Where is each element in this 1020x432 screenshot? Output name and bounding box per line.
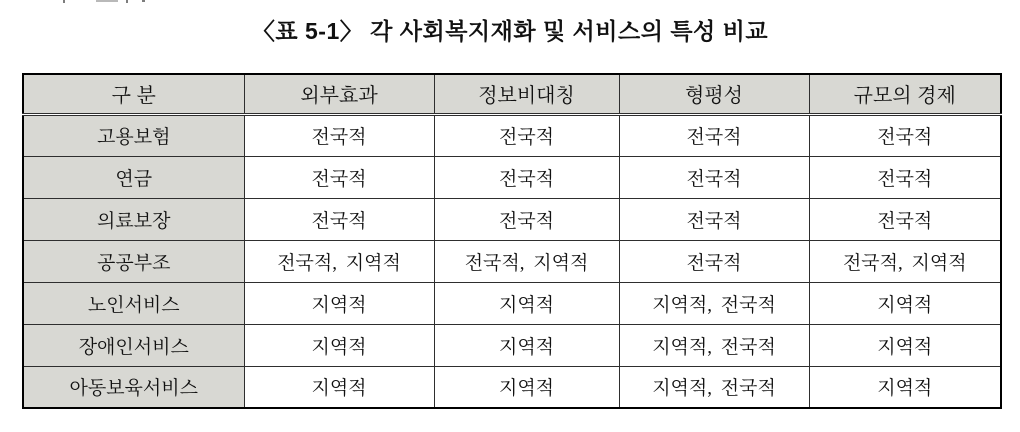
row-label-cell: 장애인서비스 [23,324,244,366]
table-row [23,114,1001,156]
row-label-cell: 노인서비스 [23,282,244,324]
data-cell: 지역적 [434,366,619,408]
table-row [23,156,1001,198]
data-cell: 지역적 [809,324,1001,366]
data-cell: 전국적 [244,114,434,156]
data-cell: 지역적 [809,282,1001,324]
table-row [23,282,1001,324]
data-cell: 지역적, 전국적 [619,366,809,408]
data-cell: 지역적 [244,366,434,408]
data-cell: 전국적 [619,114,809,156]
data-cell: 전국적 [434,114,619,156]
data-cell: 지역적, 전국적 [619,324,809,366]
header-cell-category: 구 분 [23,74,244,114]
data-cell: 지역적 [809,366,1001,408]
data-cell: 지역적, 전국적 [619,282,809,324]
data-cell: 전국적, 지역적 [809,240,1001,282]
data-cell: 전국적 [244,198,434,240]
data-cell: 지역적 [244,282,434,324]
clipped-text-artifact [58,0,153,3]
data-cell: 전국적 [809,114,1001,156]
row-label-cell: 의료보장 [23,198,244,240]
data-cell: 전국적 [434,156,619,198]
data-cell: 전국적 [619,198,809,240]
data-cell: 지역적 [244,324,434,366]
table-row [23,240,1001,282]
row-label-cell: 아동보육서비스 [23,366,244,408]
data-cell: 전국적 [619,240,809,282]
data-cell: 전국적 [244,156,434,198]
table-row [23,198,1001,240]
header-row [23,74,1001,114]
row-label-cell: 연금 [23,156,244,198]
data-cell: 전국적 [809,156,1001,198]
data-cell: 전국적 [434,198,619,240]
row-label-cell: 고용보험 [23,114,244,156]
header-cell-info-asym: 정보비대칭 [434,74,619,114]
header-cell-externality: 외부효과 [244,74,434,114]
data-cell: 전국적, 지역적 [244,240,434,282]
data-cell: 지역적 [434,282,619,324]
comparison-table [22,73,1002,409]
table-caption: 〈표 5-1〉 각 사회복지재화 및 서비스의 특성 비교 [251,18,769,44]
table-row [23,324,1001,366]
data-cell: 전국적 [809,198,1001,240]
table-row [23,366,1001,408]
row-label-cell: 공공부조 [23,240,244,282]
data-cell: 지역적 [434,324,619,366]
data-cell: 전국적, 지역적 [434,240,619,282]
header-cell-scale: 규모의 경제 [809,74,1001,114]
data-cell: 전국적 [619,156,809,198]
header-cell-equity: 형평성 [619,74,809,114]
